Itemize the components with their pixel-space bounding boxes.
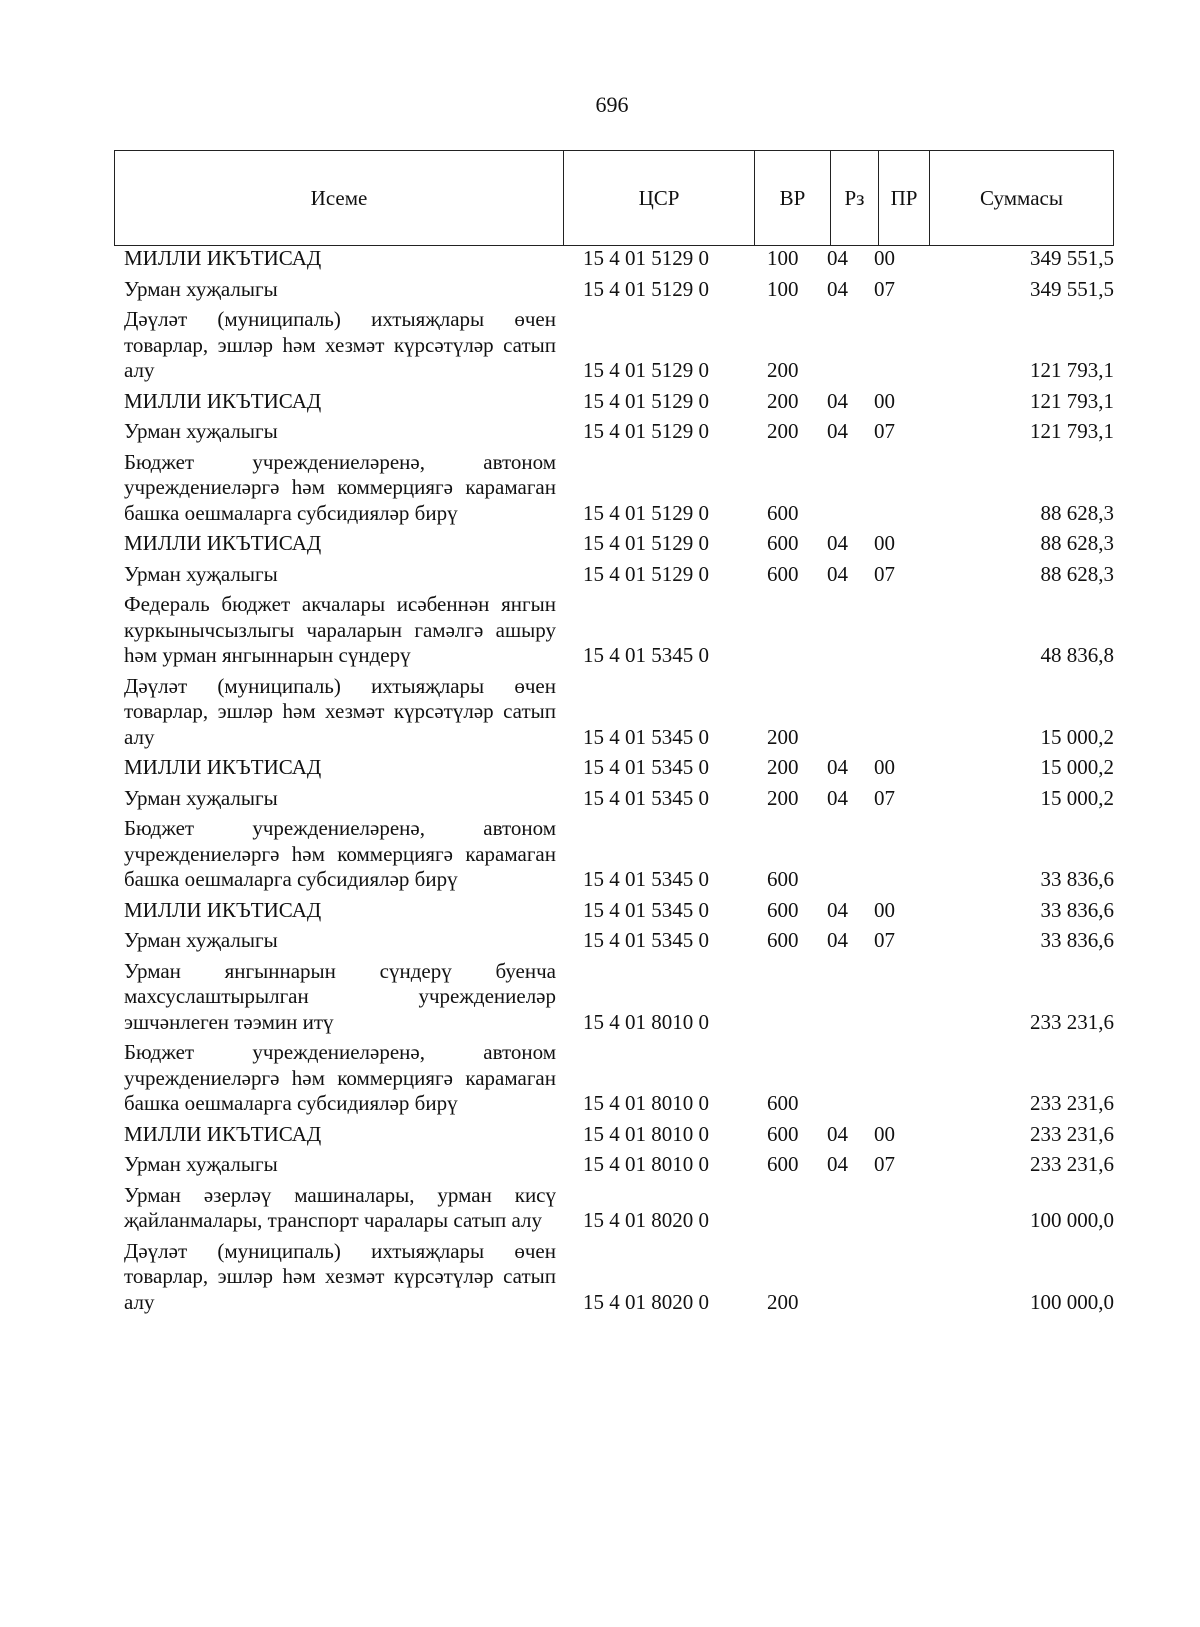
row-sum: 233 231,6 — [1030, 1121, 1114, 1146]
row-csr: 15 4 01 8010 0 — [583, 1121, 709, 1146]
table-row — [124, 562, 1116, 593]
row-name: Урман хуҗалыгы — [124, 276, 278, 301]
header-pr: ПР — [879, 151, 930, 245]
row-csr: 15 4 01 8010 0 — [583, 1152, 709, 1176]
row-sum: 88 628,3 — [1040, 561, 1114, 586]
row-name: МИЛЛИ ИКЪТИСАД — [124, 246, 322, 270]
row-pr: 07 — [874, 561, 895, 586]
row-vr: 200 — [767, 419, 799, 443]
row-vr: 200 — [767, 358, 799, 382]
row-sum: 233 231,6 — [1030, 1152, 1114, 1176]
row-pr: 07 — [874, 785, 895, 810]
row-rz: 04 — [827, 561, 848, 586]
row-name: Федераль бюджет акчалары исәбеннән янгын куркынычсызлыгы чараларын гамәлгә ашыру һәм урман янгыннарын сүндерү — [124, 592, 556, 667]
table-row — [124, 307, 1116, 389]
row-name: МИЛЛИ ИКЪТИСАД — [124, 531, 322, 555]
row-rz: 04 — [827, 897, 848, 922]
table-row — [124, 277, 1116, 308]
row-sum: 233 231,6 — [1030, 1091, 1114, 1115]
row-sum: 88 628,3 — [1040, 500, 1114, 525]
row-sum: 15 000,2 — [1040, 755, 1114, 779]
row-vr: 600 — [767, 867, 799, 891]
table-row — [124, 246, 1116, 277]
row-csr: 15 4 01 8020 0 — [583, 1289, 709, 1314]
header-csr: ЦСР — [564, 151, 755, 245]
row-sum: 100 000,0 — [1030, 1289, 1114, 1314]
row-sum: 121 793,1 — [1030, 388, 1114, 413]
row-rz: 04 — [827, 276, 848, 301]
row-sum: 233 231,6 — [1030, 1009, 1114, 1034]
row-name: Урман янгыннарын сүндерү буенча махсуслаштырылган учреждениеләр эшчәнлеген тәэмин итү — [124, 958, 556, 1034]
row-vr: 600 — [767, 1152, 799, 1176]
row-vr: 600 — [767, 928, 799, 952]
row-sum: 15 000,2 — [1040, 724, 1114, 749]
row-name: Урман әзерләү машиналары, урман кисү җайланмалары, транспорт чаралары сатып алу — [124, 1182, 556, 1232]
row-csr: 15 4 01 5345 0 — [583, 928, 709, 952]
row-sum: 121 793,1 — [1030, 419, 1114, 443]
row-pr: 00 — [874, 897, 895, 922]
table-row — [124, 898, 1116, 929]
table-row — [124, 786, 1116, 817]
row-rz: 04 — [827, 785, 848, 810]
row-pr: 07 — [874, 419, 895, 443]
row-vr: 200 — [767, 724, 799, 749]
row-vr: 600 — [767, 897, 799, 922]
row-pr: 00 — [874, 246, 895, 270]
row-vr: 200 — [767, 785, 799, 810]
header-name: Исеме — [115, 151, 564, 245]
row-csr: 15 4 01 5345 0 — [583, 643, 709, 667]
row-csr: 15 4 01 5345 0 — [583, 724, 709, 749]
row-rz: 04 — [827, 1152, 848, 1176]
row-sum: 100 000,0 — [1030, 1208, 1114, 1232]
row-name: МИЛЛИ ИКЪТИСАД — [124, 1121, 322, 1146]
row-rz: 04 — [827, 246, 848, 270]
header-sum: Суммасы — [980, 185, 1063, 210]
table-row — [124, 1183, 1116, 1239]
row-rz: 04 — [827, 531, 848, 555]
row-vr: 600 — [767, 531, 799, 555]
row-csr: 15 4 01 5345 0 — [583, 897, 709, 922]
row-rz: 04 — [827, 1121, 848, 1146]
table-row — [124, 419, 1116, 450]
row-csr: 15 4 01 5345 0 — [583, 755, 709, 779]
table-row — [124, 674, 1116, 756]
row-name: Урман хуҗалыгы — [124, 419, 278, 443]
row-name: Дәүләт (муниципаль) ихтыяҗлары өчен товарлар, эшләр һәм хезмәт күрсәтүләр сатып алу — [124, 1238, 556, 1314]
table-row — [124, 592, 1116, 674]
table-row — [124, 816, 1116, 898]
row-csr: 15 4 01 8010 0 — [583, 1091, 709, 1115]
row-name: Урман хуҗалыгы — [124, 928, 278, 952]
row-csr: 15 4 01 5129 0 — [583, 358, 709, 382]
row-pr: 07 — [874, 928, 895, 952]
row-vr: 600 — [767, 561, 799, 586]
row-csr: 15 4 01 5129 0 — [583, 561, 709, 586]
row-sum: 349 551,5 — [1030, 276, 1114, 301]
table-row — [124, 1122, 1116, 1153]
row-csr: 15 4 01 5129 0 — [583, 388, 709, 413]
row-vr: 600 — [767, 1121, 799, 1146]
row-csr: 15 4 01 8020 0 — [583, 1208, 709, 1232]
row-sum: 33 836,6 — [1040, 928, 1114, 952]
table-row — [124, 531, 1116, 562]
row-pr: 00 — [874, 1121, 895, 1146]
table-row — [124, 1239, 1116, 1321]
row-csr: 15 4 01 5129 0 — [583, 531, 709, 555]
row-vr: 200 — [767, 1289, 799, 1314]
row-name: Дәүләт (муниципаль) ихтыяҗлары өчен товарлар, эшләр һәм хезмәт күрсәтүләр сатып алу — [124, 673, 556, 749]
row-vr: 200 — [767, 755, 799, 779]
row-name: МИЛЛИ ИКЪТИСАД — [124, 755, 322, 779]
table-row — [124, 928, 1116, 959]
row-sum: 15 000,2 — [1040, 785, 1114, 810]
row-pr: 00 — [874, 755, 895, 779]
table-row — [124, 755, 1116, 786]
row-name: Дәүләт (муниципаль) ихтыяҗлары өчен товарлар, эшләр һәм хезмәт күрсәтүләр сатып алу — [124, 307, 556, 382]
row-pr: 07 — [874, 1152, 895, 1176]
table-header — [114, 150, 1114, 246]
row-sum: 48 836,8 — [1040, 643, 1114, 667]
row-sum: 33 836,6 — [1040, 897, 1114, 922]
page-number: 696 — [595, 92, 629, 117]
table-body — [124, 246, 1116, 1320]
row-name: Урман хуҗалыгы — [124, 561, 278, 586]
row-name: Бюджет учреждениеләренә, автоном учреждениеләргә һәм коммерциягә карамаган башка оешмаларга субсидияләр бирү — [124, 816, 556, 891]
row-sum: 33 836,6 — [1040, 867, 1114, 891]
row-pr: 00 — [874, 388, 895, 413]
row-rz: 04 — [827, 388, 848, 413]
row-rz: 04 — [827, 419, 848, 443]
row-name: МИЛЛИ ИКЪТИСАД — [124, 388, 322, 413]
row-csr: 15 4 01 5345 0 — [583, 867, 709, 891]
row-name: Урман хуҗалыгы — [124, 785, 278, 810]
row-csr: 15 4 01 5129 0 — [583, 246, 709, 270]
table-row — [124, 959, 1116, 1041]
table-row — [124, 1040, 1116, 1122]
row-pr: 00 — [874, 531, 895, 555]
row-name: Бюджет учреждениеләренә, автоном учреждениеләргә һәм коммерциягә карамаган башка оешмаларга субсидияләр бирү — [124, 449, 556, 525]
row-sum: 349 551,5 — [1030, 246, 1114, 270]
row-name: Урман хуҗалыгы — [124, 1152, 278, 1176]
table-row — [124, 389, 1116, 420]
row-pr: 07 — [874, 276, 895, 301]
row-csr: 15 4 01 5129 0 — [583, 276, 709, 301]
row-vr: 100 — [767, 246, 799, 270]
row-csr: 15 4 01 8010 0 — [583, 1009, 709, 1034]
row-sum: 121 793,1 — [1030, 358, 1114, 382]
row-vr: 100 — [767, 276, 799, 301]
header-rz: Рз — [831, 151, 879, 245]
header-vr: ВР — [755, 151, 831, 245]
row-vr: 200 — [767, 388, 799, 413]
row-name: Бюджет учреждениеләренә, автоном учреждениеләргә һәм коммерциягә карамаган башка оешмаларга субсидияләр бирү — [124, 1040, 556, 1115]
row-vr: 600 — [767, 1091, 799, 1115]
row-csr: 15 4 01 5345 0 — [583, 785, 709, 810]
table-row — [124, 450, 1116, 532]
row-rz: 04 — [827, 928, 848, 952]
row-csr: 15 4 01 5129 0 — [583, 419, 709, 443]
row-name: МИЛЛИ ИКЪТИСАД — [124, 897, 322, 922]
table-row — [124, 1152, 1116, 1183]
row-rz: 04 — [827, 755, 848, 779]
row-sum: 88 628,3 — [1040, 531, 1114, 555]
row-vr: 600 — [767, 500, 799, 525]
row-csr: 15 4 01 5129 0 — [583, 500, 709, 525]
